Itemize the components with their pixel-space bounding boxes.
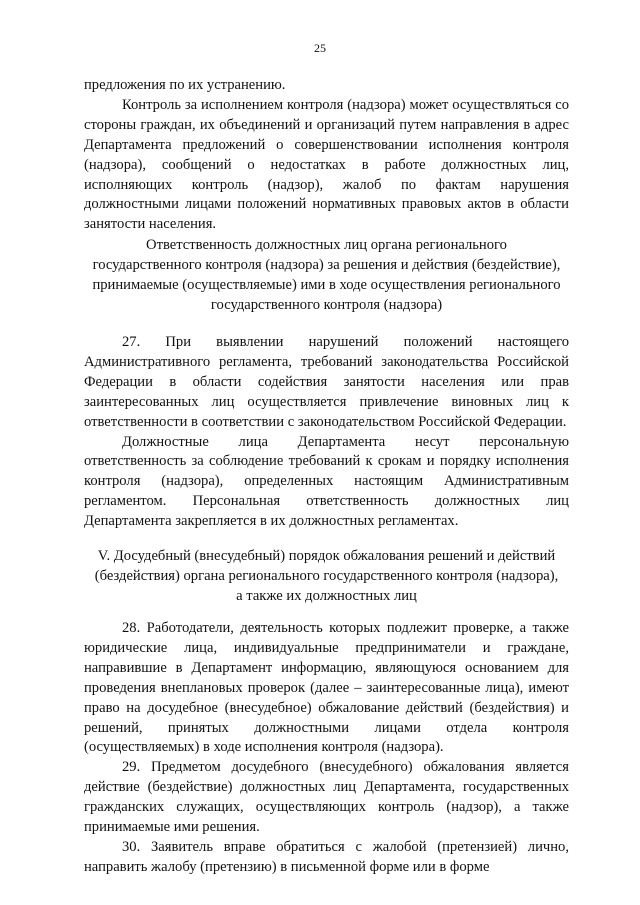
heading-appeal-line-2: (бездействия) органа регионального государственного контроля (надзора), <box>94 567 559 584</box>
heading-appeal-line-3: а также их должностных лиц <box>236 587 417 604</box>
section-control-text <box>84 76 569 235</box>
heading-appeal-line-1: V. Досудебный (внесудебный) порядок обжалования решений и действий <box>97 548 556 564</box>
paragraph-public-control: Контроль за исполнением контроля (надзора) может осуществляться со стороны граждан, их объединений и организаций путем направления в адрес Департамента предложений о совершенствовании исполнения контроля (надзора), сообщений о недостатках в работе должностных лиц, исполняющих контроль (надзор), жалоб по фактам нарушения должностными лицами положений нормативных правовых актов в области занятости населения. <box>84 96 569 233</box>
section-responsibility-text <box>84 333 569 532</box>
heading-responsibility-line-1: Ответственность должностных лиц органа регионального <box>146 237 507 253</box>
heading-responsibility-line-2: государственного контроля (надзора) за решения и действия (бездействие), <box>92 256 561 273</box>
page-number: 25 <box>314 41 326 55</box>
paragraph-28: 28. Работодатели, деятельность которых подлежит проверке, а также юридические лица, индивидуальные предприниматели и граждане, направившие в Департамент информацию, являющуюся основанием для проведения внеплановых проверок (далее – заинтересованные лица), имеют право на досудебное (внесудебное) обжалование действий (бездействия) и решений, принятых должностными лицами отдела контроля (осуществляемых) в ходе исполнения контроля (надзора). <box>84 620 569 756</box>
paragraph-27: 27. При выявлении нарушений положений настоящего Административного регламента, требований законодательства Российской Федерации в области содействия занятости населения или прав заинтересованных лиц осуществляется привлечение виновных лиц к ответственности в соответствии с законодательством Российской Федерации. <box>84 334 569 430</box>
section-appeal-text <box>84 619 569 878</box>
heading-responsibility-line-4: государственного контроля (надзора) <box>210 296 443 313</box>
paragraph-29: 29. Предметом досудебного (внесудебного) обжалования является действие (бездействие) должностных лиц Департамента, государственных гражданских служащих, осуществляющих контроль (надзор), а также принимаемые ими решения. <box>84 759 569 836</box>
paragraph-27-personal-responsibility: Должностные лица Департамента несут персональную ответственность за соблюдение требований к срокам и порядку исполнения контроля (надзора), определенных настоящим Административным регламентом. Персональная ответственность должностных лиц Департамента закрепляется в их должностных регламентах. <box>84 433 569 530</box>
heading-responsibility <box>84 236 569 316</box>
heading-appeal <box>84 547 569 607</box>
paragraph-continuation: предложения по их устранению. <box>84 77 286 93</box>
paragraph-30: 30. Заявитель вправе обратиться с жалобой (претензией) лично, направить жалобу (претензию) в письменной форме или в форме <box>84 838 569 875</box>
heading-responsibility-line-3: принимаемые (осуществляемые) ими в ходе осуществления регионального <box>92 276 561 293</box>
